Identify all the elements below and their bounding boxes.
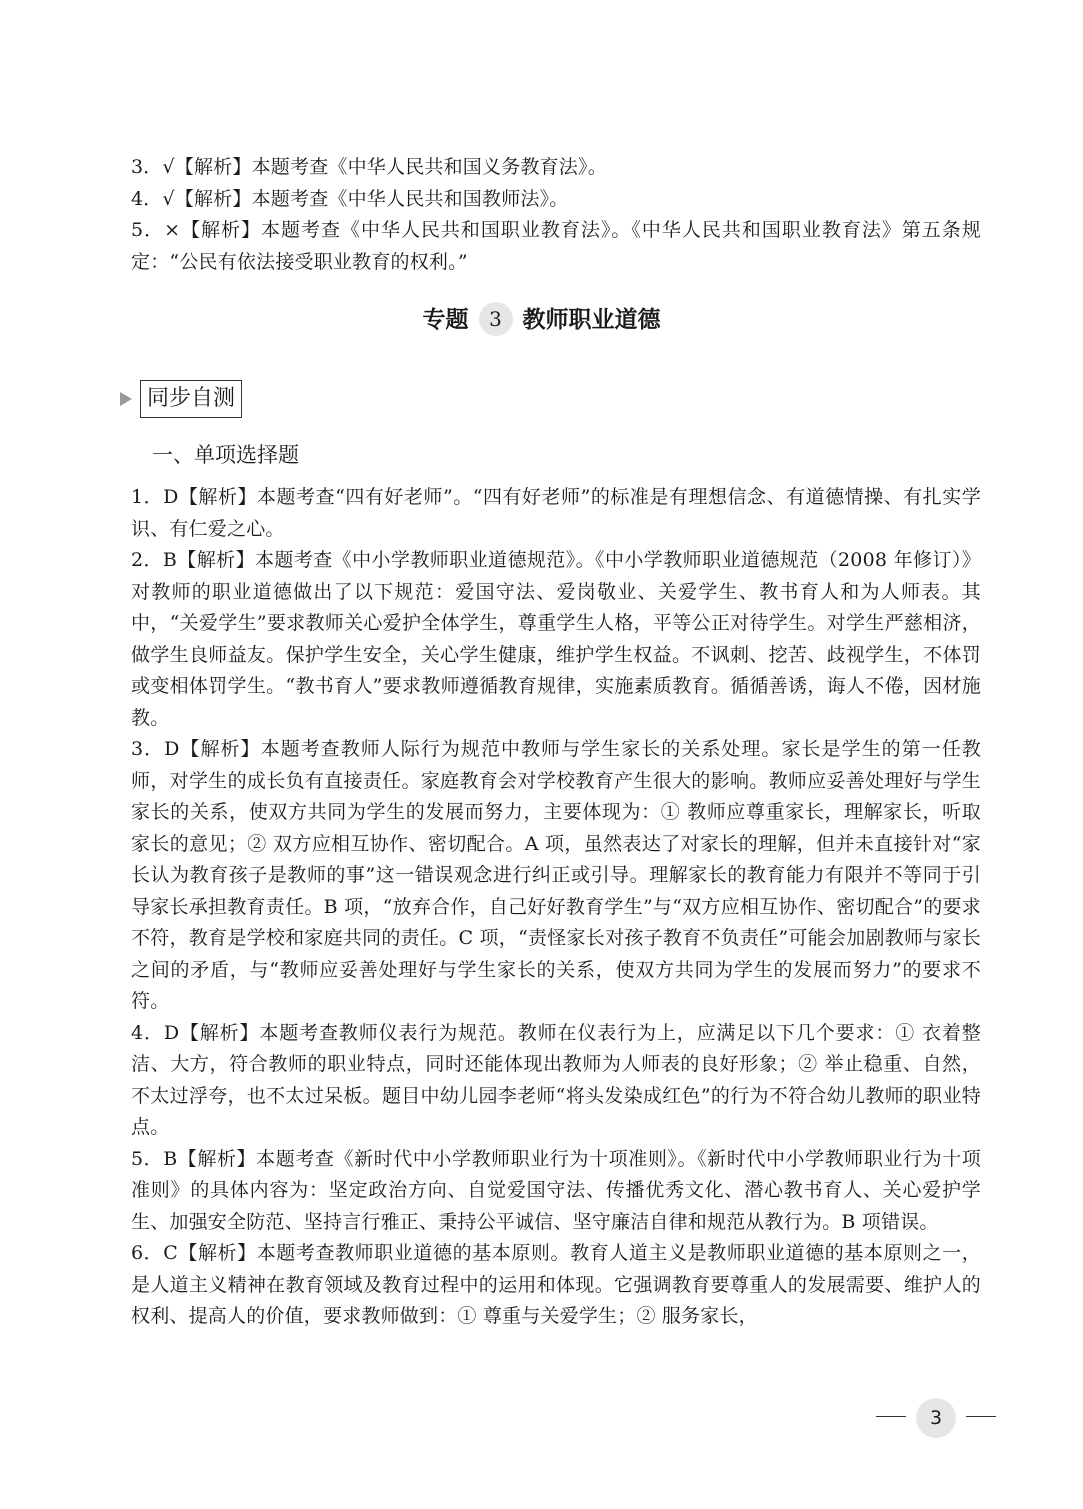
answer-item: 2．B【解析】本题考查《中小学教师职业道德规范》。《中小学教师职业道德规范（2008 年修订）》对教师的职业道德做出了以下规范：爱国守法、爱岗敬业、关爱学生、教书育人和为人师表。其中，“关爱学生”要求教师关心爱护全体学生，尊重学生人格，平等公正对待学生。对学生严慈相济，做学生良师益友。保护学生安全，关心学生健康，维护学生权益。不讽刺、挖苦、歧视学生，不体罚或变相体罚学生。“教书育人”要求教师遵循教育规律，实施素质教育。循循善诱，诲人不倦，因材施教。: [131, 549, 981, 729]
topic-title: [0, 300, 1083, 340]
answer-item: 4．D【解析】本题考查教师仪表行为规范。教师在仪表行为上，应满足以下几个要求：① 衣着整洁、大方，符合教师的职业特点，同时还能体现出教师为人师表的良好形象；② 举止稳重、自然，不太过浮夸，也不太过呆板。题目中幼儿园李老师“将头发染成红色”的行为不符合幼儿教师的职业特点。: [131, 1021, 981, 1138]
answer-item: 5．B【解析】本题考查《新时代中小学教师职业行为十项准则》。《新时代中小学教师职业行为十项准则》的具体内容为：坚定政治方向、自觉爱国守法、传播优秀文化、潜心教书育人、关心爱护学生、加强安全防范、坚持言行雅正、秉持公平诚信、坚守廉洁自律和规范从教行为。B 项错误。: [131, 1147, 981, 1233]
answer-item: 4．√【解析】本题考查《中华人民共和国教师法》。: [131, 187, 569, 210]
subsection-heading: 一、单项选择题: [152, 443, 299, 467]
previous-answers: [131, 152, 981, 278]
topic-name: 教师职业道德: [522, 307, 661, 333]
answer-item: 3．√【解析】本题考查《中华人民共和国义务教育法》。: [131, 156, 607, 178]
page-number-rule-right: [966, 1416, 996, 1417]
answer-item: 5．×【解析】本题考查《中华人民共和国职业教育法》。《中华人民共和国职业教育法》第五条规定：“公民有依法接受职业教育的权利。”: [131, 219, 981, 273]
triangle-arrow-icon: [120, 392, 132, 406]
answers-list: [131, 482, 981, 1333]
page-number: 3: [916, 1398, 956, 1438]
page-number-marker: [876, 1398, 996, 1434]
topic-prefix: 专题: [422, 307, 469, 333]
answer-item: 6．C【解析】本题考查教师职业道德的基本原则。教育人道主义是教师职业道德的基本原则之一，是人道主义精神在教育领域及教育过程中的运用和体现。它强调教育要尊重人的发展需要、维护人的权利、提高人的价值，要求教师做到：① 尊重与关爱学生；② 服务家长，: [131, 1242, 981, 1327]
section-heading: [120, 380, 242, 418]
answer-item: 1．D【解析】本题考查“四有好老师”。“四有好老师”的标准是有理想信念、有道德情操、有扎实学识、有仁爱之心。: [131, 486, 981, 540]
topic-number-badge: 3: [479, 302, 513, 336]
page-number-rule-left: [876, 1416, 906, 1417]
answer-item: 3．D【解析】本题考查教师人际行为规范中教师与学生家长的关系处理。家长是学生的第一任教师，对学生的成长负有直接责任。家庭教育会对学校教育产生很大的影响。教师应妥善处理好与学生家长的关系，使双方共同为学生的发展而努力，主要体现为：① 教师应尊重家长，理解家长，听取家长的意见；② 双方应相互协作、密切配合。A 项，虽然表达了对家长的理解，但并未直接针对“家长认为教育孩子是教师的事”这一错误观念进行纠正或引导。理解家长的教育能力有限并不等同于引导家长承担教育责任。B 项，“放弃合作，自己好好教育学生”与“双方应相互协作、密切配合”的要求不符，教育是学校和家庭共同的责任。C 项，“责怪家长对孩子教育不负责任”可能会加剧教师与家长之间的矛盾，与“教师应妥善处理好与学生家长的关系，使双方共同为学生的发展而努力”的要求不符。: [131, 738, 981, 1012]
section-label: 同步自测: [140, 380, 242, 418]
